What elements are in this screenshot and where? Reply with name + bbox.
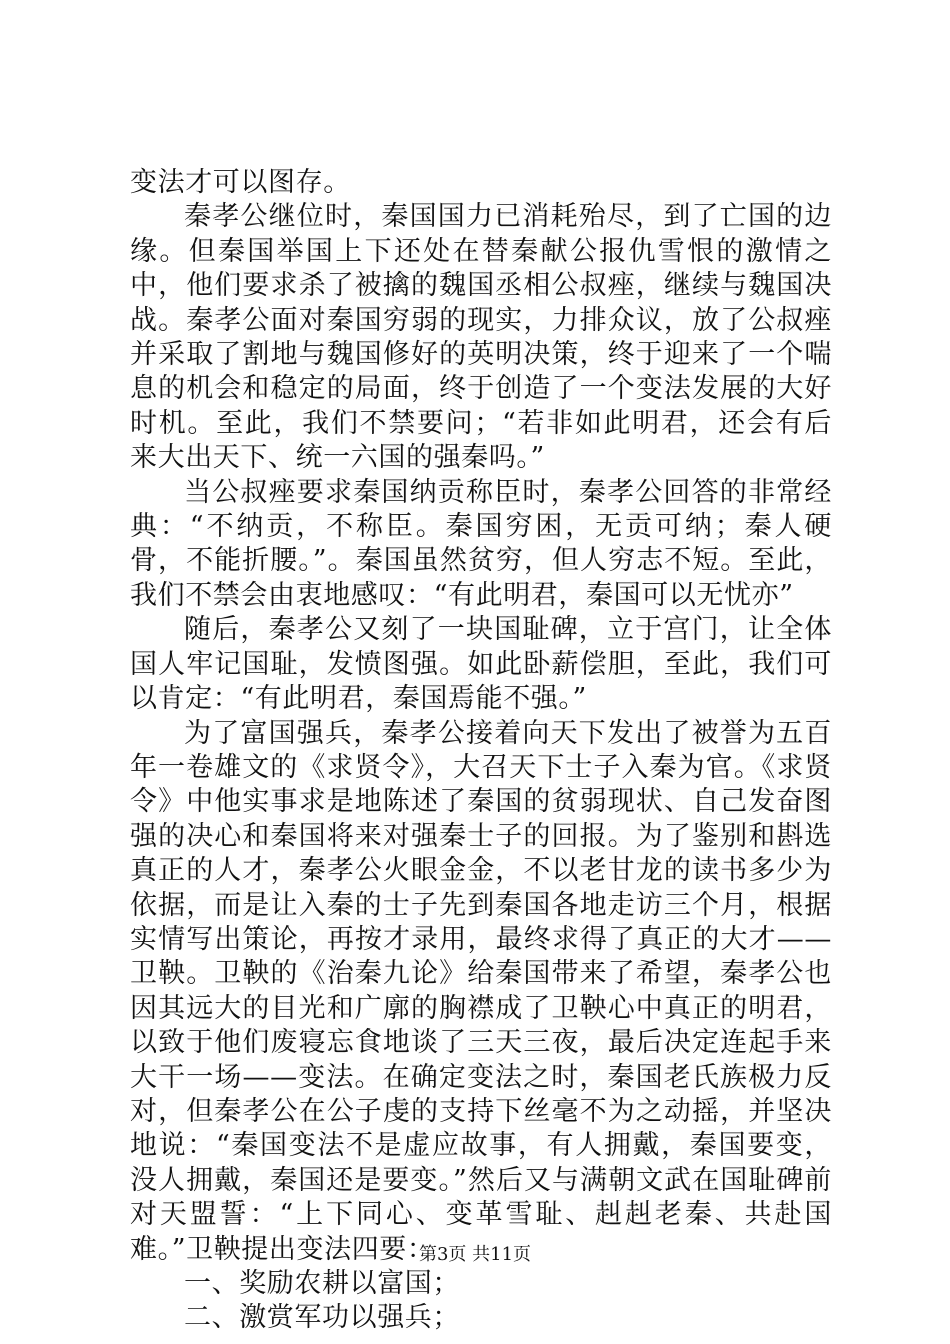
paragraph-1: 变法才可以图存。 [130,167,351,198]
paragraph-4: 随后，秦孝公又刻了一块国耻碑，立于宫门，让全体国人牢记国耻，发愤图强。如此卧薪偿胆，至此，我们可以肯定：“有此明君，秦国焉能不强。” [130,614,832,715]
page-footer: 第3页 共11页 [418,1244,532,1265]
paragraph-2: 秦孝公继位时，秦国国力已消耗殆尽，到了亡国的边缘。但秦国举国上下还处在替秦献公报仇雪恨的激情之中，他们要求杀了被擒的魏国丞相公叔痤，继续与魏国决战。秦孝公面对秦国穷弱的现实，力排众议，放了公叔痤并采取了割地与魏国修好的英明决策，终于迎来了一个喘息的机会和稳定的局面，终于创造了一个变法发展的大好时机。至此，我们不禁要问；“若非如此明君，还会有后来大出天下、统一六国的强秦吗。” [130,201,832,474]
list-item-1: 一、奖励农耕以富国； [184,1268,460,1299]
document-body [130,166,832,1336]
paragraph-5: 为了富国强兵，秦孝公接着向天下发出了被誉为五百年一卷雄文的《求贤令》，大召天下士子入秦为官。《求贤令》中他实事求是地陈述了秦国的贫弱现状、自己发奋图强的决心和秦国将来对强秦士子的回报。为了鉴别和斟选真正的人才，秦孝公火眼金金，不以老甘龙的读书多少为依据，而是让入秦的士子先到秦国各地走访三个月，根据实情写出策论，再按才录用，最终求得了真正的大才——卫鞅。卫鞅的《治秦九论》给秦国带来了希望，秦孝公也因其远大的目光和广廓的胸襟成了卫鞅心中真正的明君，以致于他们废寝忘食地谈了三天三夜，最后决定连起手来大干一场——变法。在确定变法之时，秦国老氏族极力反对，但秦孝公在公子虔的支持下丝毫不为之动摇，并坚决地说：“秦国变法不是虚应故事，有人拥戴，秦国要变，没人拥戴，秦国还是要变。”然后又与满朝文武在国耻碑前对天盟誓：“上下同心、变革雪耻、赳赳老秦、共赴国难。”卫鞅提出变法四要： [130,717,832,1265]
list-item-2: 二、激赏军功以强兵； [184,1302,460,1334]
paragraph-3: 当公叔痤要求秦国纳贡称臣时，秦孝公回答的非常经典：“不纳贡，不称臣。秦国穷困，无贡可纳；秦人硬骨，不能折腰。”。秦国虽然贫穷，但人穷志不短。至此，我们不禁会由衷地感叹：“有此明君，秦国可以无忧亦” [130,476,832,611]
